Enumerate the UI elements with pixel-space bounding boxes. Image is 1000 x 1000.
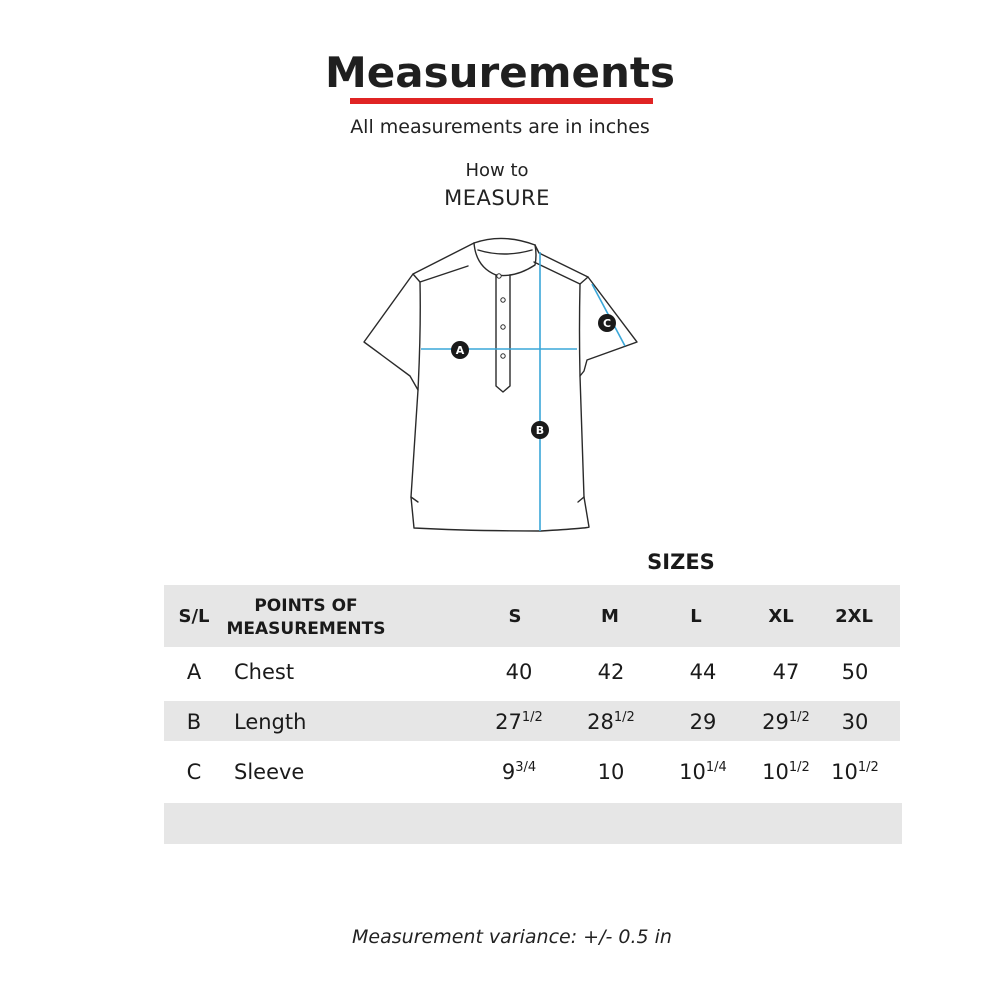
value-whole: 10 — [679, 760, 706, 784]
row-point: Length — [234, 710, 307, 734]
header-size-m: M — [601, 606, 619, 627]
value-whole: 47 — [772, 660, 800, 684]
value-fraction: 1/2 — [521, 710, 543, 725]
empty-row-band — [164, 803, 902, 844]
svg-text:A: A — [455, 344, 465, 357]
size-value — [479, 710, 559, 734]
value-fraction: 3/4 — [515, 760, 537, 775]
value-whole: 30 — [841, 710, 869, 734]
header-points — [222, 595, 390, 641]
row-sl: A — [186, 660, 202, 684]
value-whole: 50 — [841, 660, 869, 684]
value-fraction: 1/2 — [788, 710, 810, 725]
value-whole: 10 — [762, 760, 789, 784]
row-point: Sleeve — [234, 760, 305, 784]
value-whole: 29 — [762, 710, 789, 734]
size-value — [571, 760, 651, 784]
header-size-xl: XL — [768, 606, 794, 627]
size-value — [663, 660, 743, 684]
value-whole: 44 — [689, 660, 717, 684]
size-value — [663, 710, 743, 734]
value-whole: 27 — [495, 710, 522, 734]
header-size-l: L — [690, 606, 702, 627]
value-whole: 42 — [597, 660, 625, 684]
value-whole: 40 — [505, 660, 533, 684]
how-to-label: How to — [465, 160, 529, 181]
size-value — [746, 760, 826, 784]
value-whole: 28 — [587, 710, 614, 734]
size-value — [815, 660, 895, 684]
marker-c — [598, 314, 616, 332]
measurement-lines — [421, 252, 625, 531]
header-points-line1: POINTS OF — [254, 596, 358, 616]
size-value — [663, 760, 743, 784]
units-note: All measurements are in inches — [350, 116, 650, 138]
header-sl: S/L — [178, 606, 210, 627]
size-value — [571, 660, 651, 684]
row-point: Chest — [234, 660, 295, 684]
header-size-2xl: 2XL — [835, 606, 873, 627]
row-sl: B — [186, 710, 202, 734]
measure-label: MEASURE — [444, 186, 550, 210]
buttons — [497, 274, 505, 358]
size-value — [815, 710, 895, 734]
size-value — [571, 710, 651, 734]
value-fraction: 1/2 — [788, 760, 810, 775]
sizes-heading: SIZES — [647, 550, 715, 574]
svg-text:C: C — [602, 317, 612, 330]
value-whole: 29 — [689, 710, 717, 734]
shirt-outline — [364, 238, 637, 531]
page-title: Measurements — [325, 48, 675, 97]
header-size-s: S — [508, 606, 522, 627]
size-value — [815, 760, 895, 784]
value-whole: 10 — [831, 760, 858, 784]
variance-note: Measurement variance: +/- 0.5 in — [352, 926, 672, 948]
svg-text:B: B — [535, 424, 545, 437]
value-fraction: 1/4 — [705, 760, 727, 775]
value-fraction: 1/2 — [613, 710, 635, 725]
marker-a — [451, 341, 469, 359]
value-fraction: 1/2 — [857, 760, 879, 775]
value-whole: 9 — [501, 760, 516, 784]
size-value — [479, 660, 559, 684]
row-sl: C — [186, 760, 202, 784]
value-whole: 10 — [597, 760, 625, 784]
marker-b — [531, 421, 549, 439]
header-points-line2: MEASUREMENTS — [226, 619, 386, 639]
size-value — [746, 710, 826, 734]
size-value — [746, 660, 826, 684]
size-value — [479, 760, 559, 784]
